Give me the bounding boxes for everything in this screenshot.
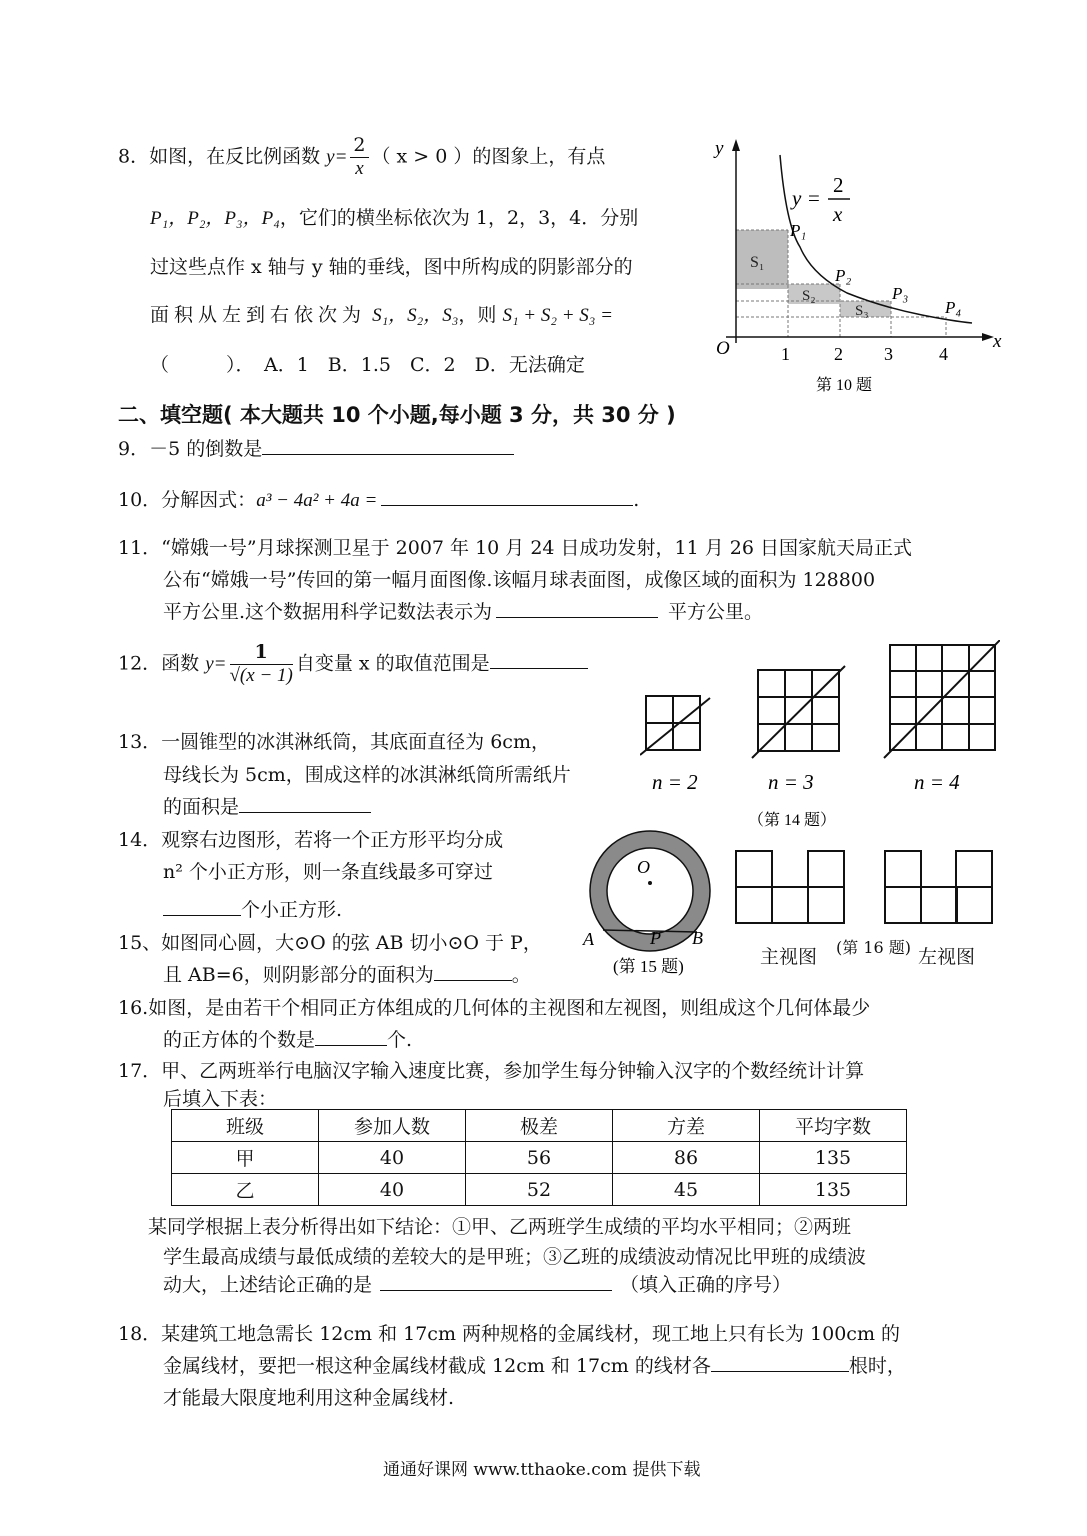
- table-cell: 52: [466, 1174, 613, 1206]
- grid-n3: [752, 666, 845, 758]
- table-cell: 乙: [172, 1174, 319, 1206]
- inner-circle: [607, 848, 693, 934]
- q11-line3: 平方公里.这个数据用科学记数法表示为 平方公里。: [163, 601, 764, 623]
- table-cell: 86: [613, 1142, 760, 1174]
- q11-line2: 公布“嫦娥一号”传回的第一幅月面图像.该幅月球表面图，成像区域的面积为 128800: [163, 569, 876, 591]
- table-header: 参加人数: [319, 1110, 466, 1142]
- y-arrow: [732, 139, 740, 151]
- section-heading: 二、填空题( 本大题共 10 个小题,每小题 3 分，共 30 分 ): [118, 403, 676, 427]
- q14-line3: 个小正方形.: [163, 895, 342, 922]
- q14-line1: 14．观察右边图形，若将一个正方形平均分成: [118, 829, 504, 851]
- tick-1: 1: [781, 344, 790, 364]
- footer-credit: 通通好课网 www.tthaoke.com 提供下载: [383, 1460, 701, 1480]
- q8-line4: 面积从左到右依次为 S₁，S₂，S₃，则 S₁ + S₂ + S₃ =: [150, 304, 613, 326]
- q13-line3: 的面积是: [163, 792, 371, 819]
- tick-3: 3: [884, 344, 893, 364]
- label-n3: n = 3: [768, 770, 814, 794]
- grid-n2: [640, 696, 710, 755]
- origin-label: O: [716, 338, 730, 359]
- curve-eq-num: 2: [833, 173, 844, 197]
- table-header: 极差: [466, 1110, 613, 1142]
- q17-after3: 动大，上述结论正确的是 （填入正确的序号）: [163, 1274, 792, 1296]
- table-cell: 40: [319, 1174, 466, 1206]
- figure-14-caption: （第 14 题）: [748, 812, 837, 829]
- point-p-label: P: [650, 928, 661, 948]
- curve-eq-den: x: [833, 202, 843, 226]
- q17-answer-blank[interactable]: [380, 1272, 612, 1291]
- q11-line1: 11．“嫦娥一号”月球探测卫星于 2007 年 10 月 24 日成功发射，11 月 26 日国家航天局正式: [118, 537, 913, 559]
- point-b-label: B: [692, 928, 703, 948]
- figure-14: [640, 640, 1000, 835]
- table-row: [172, 1142, 907, 1174]
- table-header-row: [172, 1110, 907, 1142]
- point-p2: P₂: [835, 266, 852, 285]
- point-p1: P₁: [790, 221, 807, 240]
- q9: 9．－5 的倒数是: [118, 434, 514, 461]
- q11-answer-blank[interactable]: [496, 599, 658, 618]
- point-p4: P₄: [945, 298, 962, 317]
- q13-line2: 母线长为 5cm，围成这样的冰淇淋纸筒所需纸片: [163, 764, 571, 786]
- figure-15-caption: (第 15 题): [613, 957, 684, 976]
- area-s3-label: S₃: [855, 303, 869, 319]
- q15-line2: 且 AB=6，则阴影部分的面积为 。: [163, 964, 531, 986]
- q9-answer-blank[interactable]: [262, 436, 514, 455]
- q10-answer-blank[interactable]: [381, 487, 633, 506]
- table-cell: 45: [613, 1174, 760, 1206]
- q8-line1: 8．如图，在反比例函数 y= $\frac{2}{x}$ （ x > 0 ）的图象上，有点: [118, 134, 606, 179]
- figure-10: [712, 135, 1012, 400]
- q18-line3: 才能最大限度地利用这种金属线材.: [163, 1387, 455, 1409]
- q17-line2: 后填入下表：: [163, 1088, 278, 1110]
- point-a-label: A: [583, 929, 594, 949]
- figure-15: [575, 825, 725, 980]
- q8-fraction: $\frac{2}{x}$: [350, 135, 368, 180]
- table-cell: 甲: [172, 1142, 319, 1174]
- q18-line2: 金属线材，要把一根这种金属线材截成 12cm 和 17cm 的线材各 根时，: [163, 1355, 906, 1377]
- y-axis-label: y: [715, 138, 724, 159]
- table-header: 班级: [172, 1110, 319, 1142]
- left-view: [885, 851, 992, 923]
- center-label: O: [637, 857, 650, 877]
- table-header: 方差: [613, 1110, 760, 1142]
- q8-line2: P₁，P₂，P₃，P₄，它们的横坐标依次为 1，2，3，4．分别: [150, 207, 639, 229]
- table-cell: 135: [760, 1142, 907, 1174]
- q16-line2: 的正方体的个数是 个.: [163, 1029, 413, 1051]
- q12: 12．函数 y= $\frac{1}{√(x - 1)}$ 自变量 x 的取值范围是: [118, 642, 588, 687]
- center-point: [648, 881, 652, 885]
- q8-line3: 过这些点作 x 轴与 y 轴的垂线，图中所构成的阴影部分的: [150, 256, 633, 278]
- q12-fraction: $\frac{1}{√(x - 1)}$: [229, 641, 293, 686]
- left-view-label: 左视图: [918, 946, 976, 968]
- front-view: [736, 851, 844, 923]
- q14-answer-blank[interactable]: [163, 897, 241, 916]
- q14-line2: n² 个小正方形，则一条直线最多可穿过: [163, 861, 493, 883]
- curve-eq-lhs: y =: [792, 186, 821, 210]
- table-header: 平均字数: [760, 1110, 907, 1142]
- q17-after1: 某同学根据上表分析得出如下结论：①甲、乙两班学生成绩的平均水平相同；②两班: [148, 1216, 852, 1238]
- area-s2-label: S₂: [802, 288, 816, 304]
- point-p3: P₃: [892, 284, 909, 303]
- table-cell: 40: [319, 1142, 466, 1174]
- q13-line1: 13．一圆锥型的冰淇淋纸筒，其底面直径为 6cm，: [118, 731, 550, 753]
- q15-answer-blank[interactable]: [434, 962, 512, 981]
- table-cell: 56: [466, 1142, 613, 1174]
- figure-16-caption: (第 16 题): [836, 938, 912, 957]
- grid-n4: [884, 640, 1000, 758]
- tick-4: 4: [939, 344, 948, 364]
- q18-line1: 18．某建筑工地急需长 12cm 和 17cm 两种规格的金属线材，现工地上只有长为 100cm 的: [118, 1323, 901, 1345]
- q17-after2: 学生最高成绩与最低成绩的差较大的是甲班；③乙班的成绩波动情况比甲班的成绩波: [163, 1246, 867, 1268]
- x-axis-label: x: [993, 331, 1002, 352]
- label-n4: n = 4: [914, 770, 960, 794]
- q17-line1: 17．甲、乙两班举行电脑汉字输入速度比赛，参加学生每分钟输入汉字的个数经统计计算: [118, 1060, 865, 1082]
- tick-2: 2: [834, 344, 843, 364]
- score-table: [171, 1109, 907, 1206]
- q12-answer-blank[interactable]: [490, 650, 588, 669]
- q10: 10．分解因式：a³ − 4a² + 4a = .: [118, 489, 640, 511]
- front-view-label: 主视图: [760, 946, 818, 968]
- figure-10-caption: 第 10 题: [816, 377, 873, 394]
- label-n2: n = 2: [652, 770, 698, 794]
- q13-answer-blank[interactable]: [239, 794, 371, 813]
- q16-line1: 16.如图，是由若干个相同正方体组成的几何体的主视图和左视图，则组成这个几何体最少: [118, 997, 871, 1019]
- q18-answer-blank[interactable]: [711, 1353, 849, 1372]
- table-cell: 135: [760, 1174, 907, 1206]
- q8-choices: （ ）． A．1 B．1.5 C．2 D．无法确定: [150, 354, 585, 376]
- q16-answer-blank[interactable]: [315, 1027, 387, 1046]
- table-row: [172, 1174, 907, 1206]
- q15-line1: 15、如图同心圆，大⊙O 的弦 AB 切小⊙O 于 P，: [118, 932, 542, 954]
- area-s1-label: S₁: [750, 254, 765, 271]
